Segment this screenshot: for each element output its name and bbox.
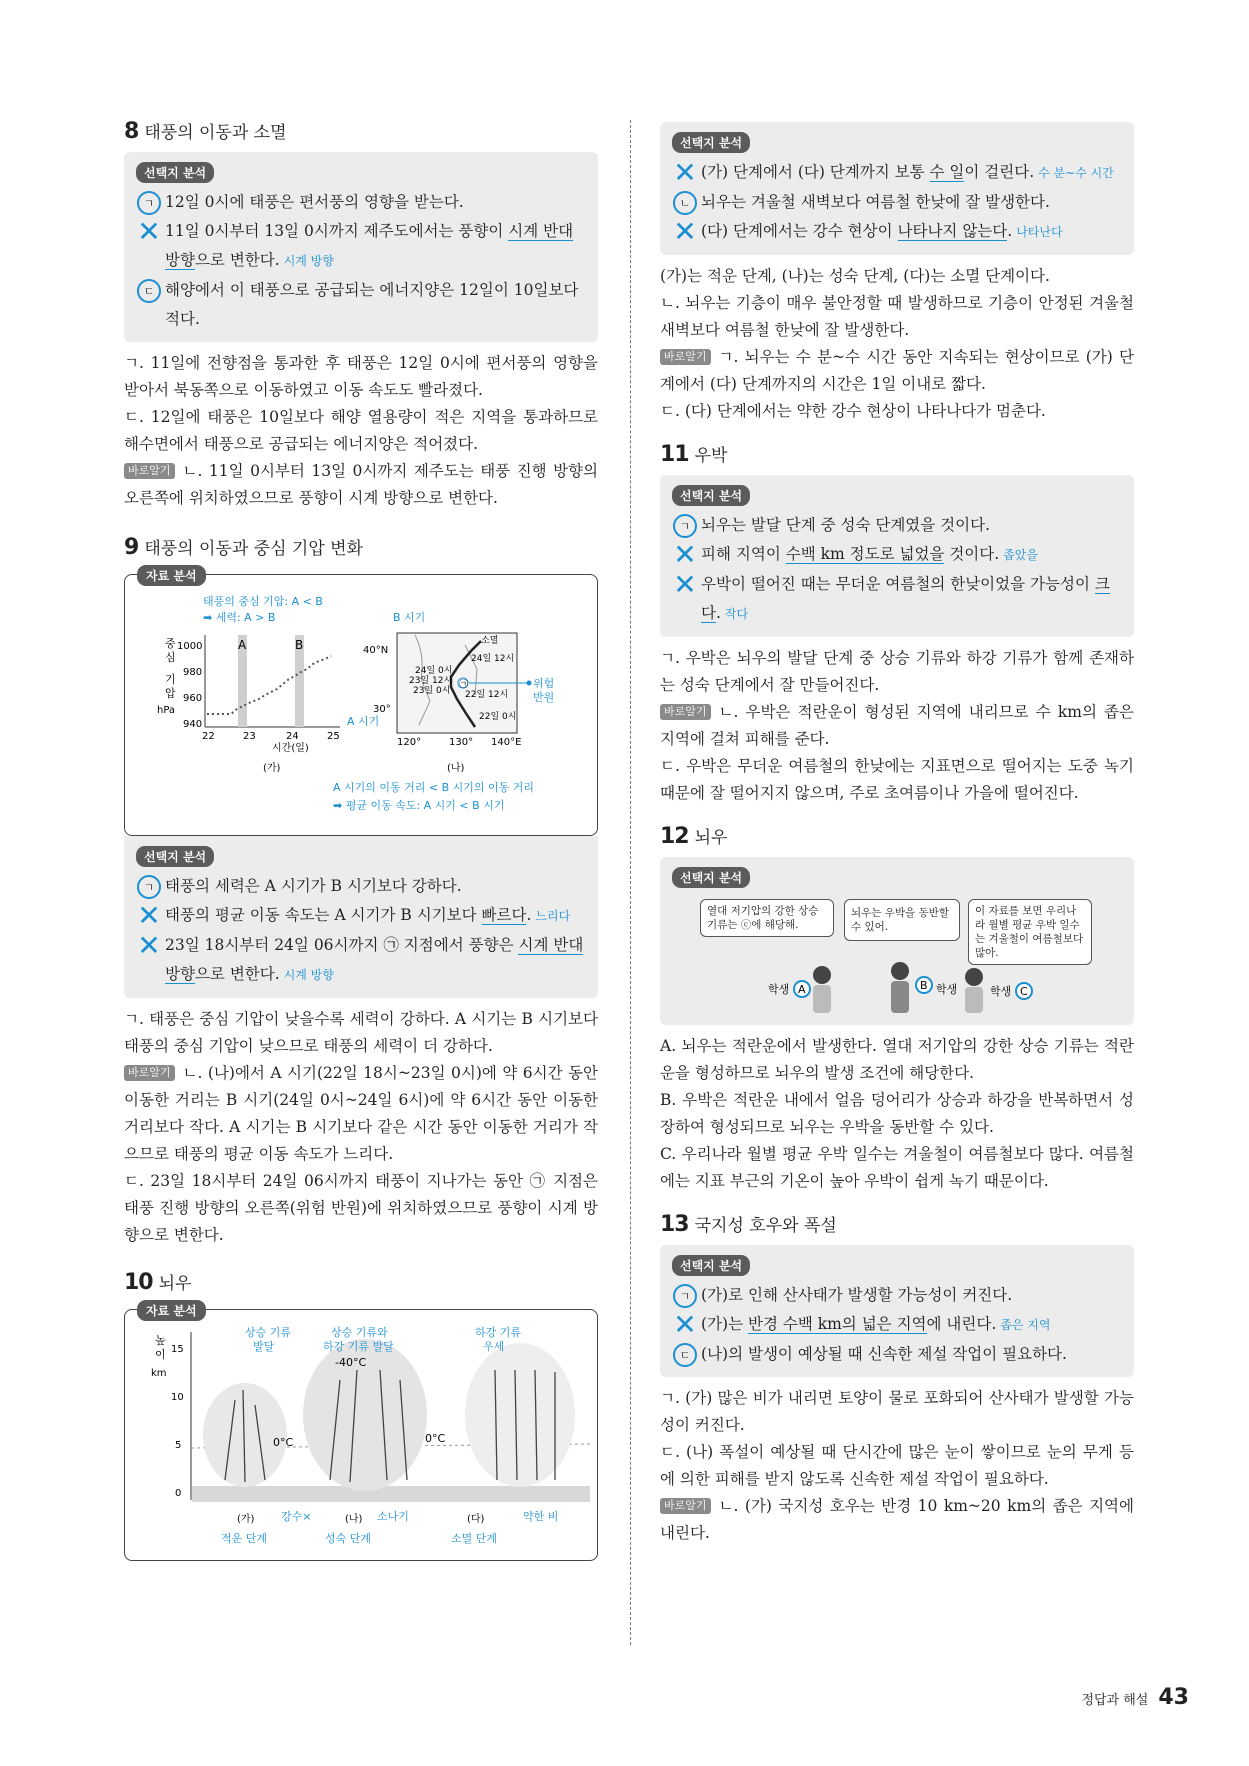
choice-text: 23일 18시부터 24일 06시까지 ㉠ 지점에서 풍향은 [165,936,519,954]
ga-note-2: ➡ 세력: A > B [203,611,276,624]
correction-note: 시계 방향 [283,968,334,982]
student-dialogue [672,893,1122,1023]
choice-item [672,1281,1122,1310]
section-heading: 태풍의 이동과 소멸 [144,123,287,143]
choice-text: 11일 0시부터 13일 0시까지 제주도에서는 풍향이 [165,222,509,240]
speech-bubble: 열대 저기압의 강한 상승 기류는 ⓒ에 해당해. [700,899,834,937]
stage2-top: 상승 기류와 [331,1326,388,1339]
choice-analysis-tag: 선택지 분석 [136,162,214,183]
x-axis-label: 시간(일) [272,743,309,754]
choice-analysis-box [124,152,598,342]
data-analysis-tag: 자료 분석 [137,565,206,586]
stage3-top: 우세 [483,1340,505,1353]
stage3-top: 하강 기류 [475,1326,522,1339]
section-10-continued [660,122,1134,425]
wrong-x-icon: ✕ [673,1308,697,1341]
danger-label: 위험 [533,677,555,690]
choice-text: 12일 0시에 태풍은 편서풍의 영향을 받는다. [165,193,464,211]
lat-label: 40°N [363,645,389,656]
y-axis-unit: km [151,1368,167,1379]
page-footer [1081,1685,1189,1710]
student-mark: C [1020,985,1028,998]
wrong-x-icon: ✕ [673,568,697,601]
explanation-paragraph: ㄷ. (나) 폭설이 예상될 때 단시간에 많은 눈이 쌓이므로 눈의 무게 등에 의한 피해를 받지 않도록 신속한 제설 작업이 필요하다. [660,1443,1134,1488]
y-axis-char: 심 [165,651,176,664]
student-a-head [813,966,831,984]
track-label: 24일 0시 [415,666,453,676]
choice-analysis-box [660,1245,1134,1377]
lat-label: 30° [373,704,391,715]
explanation-paragraph: ㄱ. 11일에 전향점을 통과한 후 태풍은 12일 0시에 편서풍의 영향을 받아서 북동쪽으로 이동하였고 이동 속도도 빨라졌다. [124,354,598,399]
na-caption: (나) [447,763,465,774]
period-b-label: B [295,638,304,652]
b-time-label: B 시기 [393,611,426,624]
y-tick: 960 [183,693,203,704]
section-9 [124,534,598,1249]
na-note-1: A 시기의 이동 거리 < B 시기의 이동 거리 [333,781,535,794]
choice-text-end: 이 걸린다. [964,163,1035,181]
choice-text: (나)의 발생이 예상될 때 신속한 제설 작업이 필요하다. [701,1345,1067,1363]
choice-item [672,570,1122,629]
choice-item [672,1340,1122,1369]
explanation-paragraph [660,699,1134,753]
section-heading: 태풍의 이동과 중심 기압 변화 [144,539,363,559]
correction-note: 좁은 지역 [1000,1318,1051,1332]
ga-note-1: 태풍의 중심 기압: A < B [203,595,323,608]
explanation-paragraph: ㄷ. 우박은 무더운 여름철의 한낮에는 지표면으로 떨어지는 도중 녹기 때문에 잘 떨어지지 않으며, 주로 초여름이나 가을에 떨어진다. [660,757,1134,802]
freezing-label: 0°C [273,1436,294,1449]
stage-name: 소멸 단계 [451,1532,498,1545]
section-heading: 뇌우 [694,828,728,848]
section-13 [660,1211,1134,1547]
section-11-title [660,441,1134,467]
correct-circle-icon: ㄴ [672,190,698,216]
danger-label: 반원 [533,691,555,704]
choice-analysis-box [124,836,598,998]
correction-note: 시계 방향 [283,254,334,268]
data-analysis-frame [124,569,598,836]
explanation-paragraph: ㄱ. (가) 많은 비가 내리면 토양이 물로 포화되어 산사태가 발생할 가능성이 커진다. [660,1389,1134,1434]
choice-item [672,217,1122,247]
choice-analysis-box [660,122,1134,255]
choice-item [672,511,1122,540]
choice-text-end: . [715,604,721,622]
y-axis-char: 높 [155,1334,166,1347]
explanation-paragraph: ㄱ. 우박은 뇌우의 발달 단계 중 상승 기류와 하강 기류가 함께 존재하는 성숙 단계에서 잘 만들어진다. [660,649,1134,694]
choice-text: 우박이 떨어진 때는 무더운 여름철의 한낮이었을 가능성이 [701,575,1095,593]
x-tick: 25 [327,731,340,742]
lon-label: 130° [449,737,474,748]
footer-label: 정답과 해설 [1081,1693,1149,1708]
choice-text: 해양에서 이 태풍으로 공급되는 에너지양은 12일이 10일보다 적다. [165,281,579,328]
explanation-paragraph [660,1493,1134,1547]
explanation-text: ㄱ. 뇌우는 수 분~수 시간 동안 지속되는 현상이므로 (가) 단계에서 (다) 단계까지의 시간은 1일 이내로 짧다. [660,348,1134,393]
underlined-error: 시계 반대 방향 [165,222,574,269]
column-divider [630,120,631,1645]
correct-circle-icon: ㄱ [672,1283,698,1309]
choice-text-end: . [526,906,532,924]
ground [192,1486,590,1502]
choice-text: 태풍의 평균 이동 속도는 A 시기가 B 시기보다 [165,906,482,924]
y-tick: 980 [183,667,203,678]
choice-text: 피해 지역이 [701,545,786,563]
correction-note: 나타난다 [1016,225,1063,239]
page-number: 43 [1158,1685,1189,1710]
pressure-curve [207,656,331,714]
underlined-error: 반경 수백 km의 넓은 지역 [747,1315,927,1333]
section-number: 13 [660,1212,689,1237]
choice-text: (가)로 인해 산사태가 발생할 가능성이 커진다. [701,1286,1013,1304]
track-label: 22일 12시 [465,690,509,700]
y-axis-char: 중 [165,637,176,650]
section-12-title [660,823,1134,849]
x-tick: 22 [202,731,215,742]
stage1-top: 상승 기류 [245,1326,292,1339]
explanation-paragraph: ㄷ. 12일에 태풍은 10일보다 해양 열용량이 적은 지역을 통과하므로 해수면에서 태풍으로 공급되는 에너지양은 적어졌다. [124,408,598,453]
correction-note: 좁았을 [1003,548,1038,562]
explanation-paragraph: ㄷ. 23일 18시부터 24일 06시까지 태풍이 지나가는 동안 ㉠ 지점은 태풍 진행 방향의 오른쪽(위험 반원)에 위치하였으므로 풍향이 시계 방향으로 변한다. [124,1172,598,1244]
correction-note: 작다 [724,607,749,621]
y-tick: 5 [175,1440,182,1451]
section-8-title [124,118,598,144]
track-label: 23일 12시 [409,676,453,686]
track-label: 소멸 [481,636,499,646]
explanation-paragraph [660,344,1134,398]
point-label: ㉠ [459,680,469,690]
underlined-error: 수 일 [929,163,965,181]
section-number: 10 [124,1270,153,1295]
choice-analysis-tag: 선택지 분석 [136,846,214,867]
explanation-text: ㄴ. (나)에서 A 시기(22일 18시~23일 0시)에 약 6시간 동안 이동한 거리는 B 시기(24일 0시~24일 6시)에 약 6시간 동안 이동한 거리보다 작다. A 시기는 B 시기보다 같은 시간 동안 이동한 거리가 작으므로 태풍의 평균 이동 속도가 느리다. [124,1064,598,1163]
choice-analysis-tag: 선택지 분석 [672,1255,750,1276]
stage2-top: 하강 기류 발달 [323,1340,394,1353]
choice-text: (다) 단계에서는 강수 현상이 [701,222,898,240]
y-tick: 0 [175,1488,182,1499]
choice-analysis-tag: 선택지 분석 [672,132,750,153]
a-time-label: A 시기 [347,715,380,728]
section-10 [124,1269,598,1561]
choice-text: 뇌우는 발달 단계 중 성숙 단계였을 것이다. [701,516,991,534]
explanation-text: ㄴ. 11일 0시부터 13일 0시까지 제주도는 태풍 진행 방향의 오른쪽에 위치하였으므로 풍향이 시계 방향으로 변한다. [124,462,598,507]
choice-text-end: 으로 변한다. [194,251,280,269]
stage-caption: (다) [467,1514,485,1525]
wrong-x-icon: ✕ [673,538,697,571]
left-column [124,118,598,1561]
choice-item [672,1310,1122,1340]
student-mark: A [798,983,806,996]
correction-badge: 바로알기 [660,1498,711,1514]
section-number: 11 [660,442,689,467]
track-label: 22일 0시 [479,712,517,722]
lon-label: 120° [397,737,422,748]
correct-circle-icon: ㄱ [136,874,162,900]
wrong-x-icon: ✕ [673,215,697,248]
choice-item [136,872,586,901]
y-axis-char: 압 [165,687,176,700]
underlined-error: 빠르다 [481,906,527,924]
speech-bubble: 뇌우는 우박을 동반할 수 있어. [844,899,960,941]
stage-caption: (나) [345,1514,363,1525]
student-a-body [813,985,831,1013]
section-13-title [660,1211,1134,1237]
correct-circle-icon: ㄷ [672,1342,698,1368]
students-illustration [672,893,1122,1023]
choice-text-end: 것이다. [944,545,1000,563]
student-label: 학생 [990,985,1012,998]
explanation-paragraph: ㄴ. 뇌우는 기층이 매우 불안정할 때 발생하므로 기층이 안정된 겨울철 새벽보다 여름철 한낮에 잘 발생한다. [660,294,1134,339]
choice-item [136,931,586,990]
freezing-label: 0°C [425,1432,446,1445]
y-tick: 10 [171,1392,184,1403]
section-number: 12 [660,824,689,849]
data-analysis-tag: 자료 분석 [137,1300,206,1321]
correction-badge: 바로알기 [660,704,711,720]
explanation-paragraph: C. 우리나라 월별 평균 우박 일수는 겨울철이 여름철보다 많다. 여름철에는 지표 부근의 기온이 높아 우박이 쉽게 녹기 때문이다. [660,1145,1134,1190]
choice-item [136,276,586,334]
student-c-head [965,968,983,986]
section-9-title [124,534,598,560]
correct-circle-icon: ㄱ [672,513,698,539]
y-axis-char: 기 [165,673,176,686]
underlined-error: 시계 반대 방향 [165,936,584,983]
cloud-stage-3 [465,1343,575,1487]
explanation-text: ㄴ. 우박은 적란운이 형성된 지역에 내리므로 수 km의 좁은 지역에 걸쳐 피해를 준다. [660,703,1134,748]
student-label: 학생 [768,983,790,996]
rain-label: 강수× [281,1510,312,1523]
stage-name: 적운 단계 [221,1532,268,1545]
y-tick: 940 [183,719,203,730]
section-number: 9 [124,535,139,560]
explanation-paragraph [124,1060,598,1168]
choice-item [136,188,586,217]
ga-caption: (가) [263,763,281,774]
explanation-paragraph: ㄷ. (다) 단계에서는 약한 강수 현상이 나타나다가 멈춘다. [660,402,1046,420]
explanation-paragraph [124,458,598,512]
choice-analysis-tag: 선택지 분석 [672,485,750,506]
choice-text-end: 으로 변한다. [194,965,280,983]
rain-label: 소나기 [377,1510,409,1523]
y-axis-char: 이 [155,1348,166,1361]
lon-label: 140°E [491,737,522,748]
student-c-body [965,987,983,1013]
section-heading: 뇌우 [158,1274,192,1294]
choice-analysis-tag: 선택지 분석 [672,867,750,888]
correction-badge: 바로알기 [124,1065,175,1081]
typhoon-figure [125,575,599,837]
correction-badge: 바로알기 [660,349,711,365]
underlined-error: 나타나지 않는다 [897,222,1008,240]
y-axis-unit: hPa [157,705,176,716]
x-tick: 24 [286,731,299,742]
choice-analysis-box [660,475,1134,637]
underlined-error: 수백 km 정도로 넓었을 [785,545,945,563]
track-label: 24일 12시 [471,654,515,664]
student-mark: B [920,979,928,992]
section-11 [660,441,1134,807]
correction-note: 느리다 [535,909,571,923]
y-tick: 1000 [177,641,203,652]
choice-text-end: . [1007,222,1013,240]
thunderstorm-figure [125,1310,599,1562]
choice-item [136,217,586,276]
choice-item [672,188,1122,217]
explanation-text: ㄴ. (가) 국지성 호우는 반경 10 km~20 km의 좁은 지역에 내린다. [660,1497,1134,1542]
choice-item [136,901,586,931]
y-tick: 15 [171,1344,184,1355]
choice-analysis-box [660,857,1134,1025]
correct-circle-icon: ㄷ [136,278,162,304]
student-b-body [891,981,909,1013]
rain-label: 약한 비 [523,1510,559,1523]
student-b-head [891,962,909,980]
right-column [660,122,1134,1547]
section-10-title [124,1269,598,1295]
section-12 [660,823,1134,1195]
choice-text: (가) 단계에서 (다) 단계까지 보통 [701,163,930,181]
wrong-x-icon: ✕ [137,899,161,932]
explanation-paragraph: B. 우박은 적란운 내에서 얼음 덩어리가 상승과 하강을 반복하면서 성장하여 형성되므로 뇌우는 우박을 동반할 수 있다. [660,1091,1134,1136]
na-note-2: ➡ 평균 이동 속도: A 시기 < B 시기 [333,799,505,812]
underlined-error: 크다 [701,575,1110,622]
stage2-temp: -40°C [335,1356,367,1369]
period-a-label: A [238,638,247,652]
correction-note: 수 분~수 시간 [1038,166,1114,180]
correct-circle-icon: ㄱ [136,190,162,216]
wrong-x-icon: ✕ [137,215,161,248]
track-label: 23일 0시 [413,686,451,696]
correction-badge: 바로알기 [124,463,175,479]
data-analysis-frame [124,1304,598,1561]
speech-bubble: 이 자료를 보면 우리나라 월별 평균 우박 일수는 겨울철이 여름철보다 많아. [968,899,1092,965]
student-label: 학생 [936,983,958,996]
x-tick: 23 [243,731,256,742]
choice-text: 뇌우는 겨울철 새벽보다 여름철 한낮에 잘 발생한다. [701,193,1050,211]
stage-caption: (가) [237,1514,255,1525]
choice-text-end: 에 내린다. [926,1315,997,1333]
section-number: 8 [124,119,139,144]
stage-name: 성숙 단계 [325,1532,372,1545]
explanation-paragraph: A. 뇌우는 적란운에서 발생한다. 열대 저기압의 강한 상승 기류는 적란운을 형성하므로 뇌우의 발생 조건에 해당한다. [660,1037,1134,1082]
choice-text: 태풍의 세력은 A 시기가 B 시기보다 강하다. [165,877,462,895]
section-8 [124,118,598,512]
explanation-paragraph: ㄱ. 태풍은 중심 기압이 낮을수록 세력이 강하다. A 시기는 B 시기보다 태풍의 중심 기압이 낮으므로 태풍의 세력이 더 강하다. [124,1010,598,1055]
section-heading: 우박 [694,446,728,466]
explanation-paragraph: (가)는 적운 단계, (나)는 성숙 단계, (다)는 소멸 단계이다. [660,267,1050,285]
section-heading: 국지성 호우와 폭설 [694,1216,837,1236]
choice-text: (가)는 [701,1315,748,1333]
wrong-x-icon: ✕ [137,929,161,962]
choice-item [672,158,1122,188]
choice-item [672,540,1122,570]
stage1-top: 발달 [253,1340,275,1353]
wrong-x-icon: ✕ [673,156,697,189]
